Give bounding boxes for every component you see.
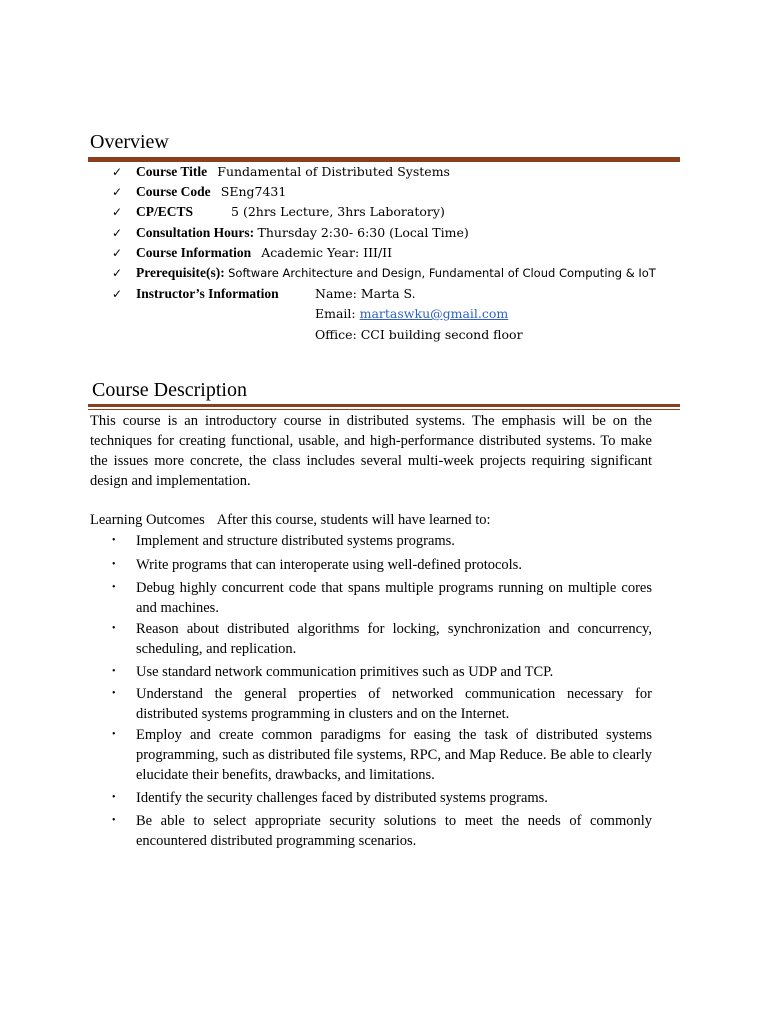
description-divider	[88, 404, 680, 407]
info-label: Instructor’s Information	[136, 286, 279, 301]
info-value: Thursday 2:30- 6:30 (Local Time)	[257, 225, 469, 240]
info-cp-ects	[112, 204, 445, 220]
course-description-text: This course is an introductory course in distributed systems. The emphasis will be on the techniques for creating functional, usable, and high-performance distributed systems. To make the issues more concrete, the class includes several multi-week projects requiring significant design and implementation.	[90, 413, 652, 489]
instructor-office: Office: CCI building second floor	[315, 327, 523, 342]
checkmark-icon: ✓	[112, 205, 123, 219]
list-item-text: Understand the general properties of networked communication necessary for distributed systems programming in clusters and on the Internet.	[136, 686, 652, 722]
info-course-code	[112, 184, 286, 200]
list-item-text: Use standard network communication primitives such as UDP and TCP.	[136, 664, 554, 680]
bullet-icon: •	[112, 623, 116, 634]
list-item-text: Implement and structure distributed systems programs.	[136, 533, 455, 549]
info-course-title	[112, 164, 450, 180]
checkmark-icon: ✓	[112, 246, 123, 260]
checkmark-icon: ✓	[112, 266, 123, 280]
checkmark-icon: ✓	[112, 287, 123, 301]
overview-heading: Overview	[90, 131, 169, 153]
list-item-text: Debug highly concurrent code that spans multiple programs running on multiple cores and machines.	[136, 580, 652, 616]
learning-outcomes-title	[90, 512, 491, 529]
list-item-text: Identify the security challenges faced by distributed systems programs.	[136, 790, 548, 806]
email-link[interactable]: martaswku@gmail.com	[359, 306, 509, 321]
info-value: Name: Marta S.	[315, 286, 416, 301]
bullet-icon: •	[112, 792, 116, 803]
overview-divider	[88, 157, 680, 162]
email-label: Email:	[315, 306, 356, 321]
info-instructor	[112, 286, 416, 302]
instructor-email	[315, 306, 508, 321]
info-value: Academic Year: III/II	[261, 245, 393, 260]
list-item	[112, 684, 652, 724]
list-item-text: Employ and create common paradigms for easing the task of distributed systems programming, such as distributed file systems, RPC, and Map Reduce. Be able to clearly elucidate their benefits, drawbacks, and limitations.	[136, 727, 652, 783]
list-item	[112, 725, 652, 785]
info-value: SEng7431	[220, 184, 287, 199]
list-item	[112, 788, 652, 808]
checkmark-icon: ✓	[112, 165, 123, 179]
list-item	[112, 662, 652, 682]
bullet-icon: •	[112, 729, 116, 740]
bullet-icon: •	[112, 815, 116, 826]
bullet-icon: •	[112, 688, 116, 699]
info-prerequisites	[112, 265, 656, 281]
learning-outcomes-label: Learning Outcomes	[90, 512, 205, 528]
bullet-icon: •	[112, 582, 116, 593]
info-label: CP/ECTS	[136, 204, 194, 219]
list-item	[112, 578, 652, 618]
list-item	[112, 811, 652, 851]
info-consultation-hours	[112, 225, 469, 241]
list-item-text: Write programs that can interoperate using well-defined protocols.	[136, 557, 522, 573]
info-label: Course Title	[136, 164, 208, 179]
list-item	[112, 555, 652, 575]
bullet-icon: •	[112, 666, 116, 677]
checkmark-icon: ✓	[112, 185, 123, 199]
list-item	[112, 619, 652, 659]
info-label: Course Code	[136, 184, 211, 199]
info-value: 5 (2hrs Lecture, 3hrs Laboratory)	[231, 204, 445, 219]
bullet-icon: •	[112, 535, 116, 546]
info-label: Prerequisite(s):	[136, 265, 225, 280]
info-course-information	[112, 245, 392, 261]
bullet-icon: •	[112, 559, 116, 570]
checkmark-icon: ✓	[112, 226, 123, 240]
info-value: Software Architecture and Design, Fundamental of Cloud Computing & IoT	[228, 266, 656, 280]
info-label: Consultation Hours:	[136, 225, 255, 240]
list-item-text: Reason about distributed algorithms for locking, synchronization and concurrency, scheduling, and replication.	[136, 621, 652, 657]
info-value: Fundamental of Distributed Systems	[217, 164, 450, 179]
list-item	[112, 531, 652, 551]
course-description-heading: Course Description	[92, 379, 247, 401]
info-label: Course Information	[136, 245, 252, 260]
description-divider-thin	[88, 409, 680, 410]
list-item-text: Be able to select appropriate security solutions to meet the needs of commonly encountered distributed programming scenarios.	[136, 813, 652, 849]
learning-outcomes-intro: After this course, students will have learned to:	[216, 512, 491, 528]
